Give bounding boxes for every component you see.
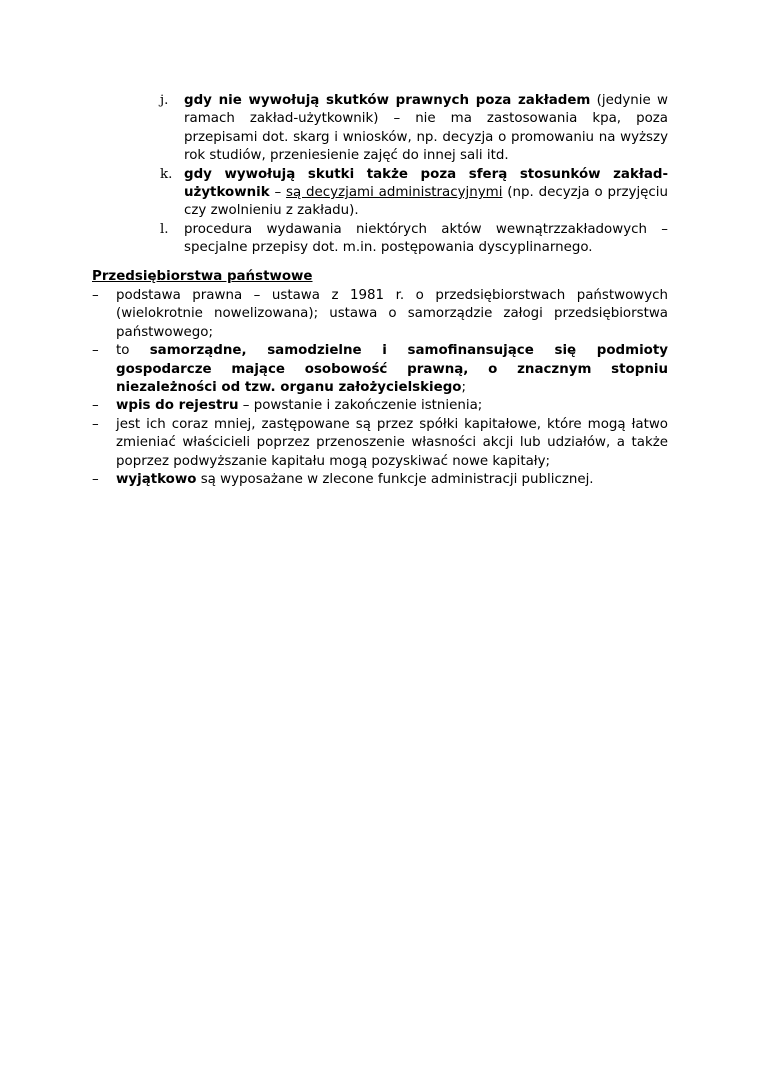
item-text: podstawa prawna – ustawa z 1981 r. o przedsiębiorstwach państwowych (wielokrotnie nowelizowana); ustawa o samorządzie załogi przedsiębiorstwa państwowego; [116, 288, 668, 340]
list-item [92, 342, 668, 397]
list-item-j [160, 92, 668, 166]
item-text: – powstanie i zakończenie istnienia; [238, 398, 483, 414]
dash-bullet: – [92, 288, 99, 303]
list-item [92, 471, 668, 489]
item-text: są wyposażane w zlecone funkcje administracji publicznej. [196, 472, 594, 488]
list-item-l [160, 221, 668, 258]
list-item [92, 416, 668, 471]
item-text: (np. decyzja o przyjęciu czy zwolnieniu z zakładu). [184, 185, 668, 219]
list-marker: j. [160, 93, 169, 108]
item-text: ; [461, 380, 467, 396]
dash-bullet: – [92, 398, 99, 414]
list-marker: l. [160, 221, 169, 237]
item-text: to [116, 343, 150, 359]
list-item-k [160, 166, 668, 221]
bold-text: samorządne, samodzielne i samofinansujące się podmioty gospodarcze mające osobowość prawną, o znacznym stopniu niezależności od tzw. organu założycielskiego [116, 343, 668, 396]
section-heading: Przedsiębiorstwa państwowe [92, 269, 313, 284]
item-text: (jedynie w ramach zakład-użytkownik) – nie ma zastosowania kpa, poza przepisami dot. skarg i wniosków, np. decyzja o promowaniu na wyższy rok studiów, przeniesienie zajęć do innej sali itd. [184, 93, 668, 164]
item-text: jest ich coraz mniej, zastępowane są przez spółki kapitałowe, które mogą łatwo zmieniać właścicieli poprzez przenoszenie własności akcji lub udziałów, a także poprzez podwyższanie kapitału mogą pozyskiwać nowe kapitały; [116, 416, 668, 469]
dash-bullet: – [92, 343, 99, 359]
underlined-text: są decyzjami administracyjnymi [286, 185, 503, 201]
list-item [92, 397, 668, 415]
list-marker: k. [160, 166, 173, 182]
item-text: – [269, 185, 287, 201]
bold-text: gdy nie wywołują skutków prawnych poza zakładem [184, 93, 591, 108]
bold-text: wyjątkowo [116, 472, 197, 488]
bold-text: gdy wywołują skutki także poza sferą stosunków zakład-użytkownik [184, 166, 668, 201]
alpha-list [160, 92, 668, 258]
item-text: procedura wydawania niektórych aktów wewnątrzzakładowych – specjalne przepisy dot. m.in. postępowania dyscyplinarnego. [184, 221, 668, 256]
dash-bullet: – [92, 416, 99, 432]
bold-text: wpis do rejestru [116, 398, 239, 414]
dash-bullet: – [92, 472, 99, 488]
list-item [92, 287, 668, 342]
dash-list [92, 287, 668, 489]
